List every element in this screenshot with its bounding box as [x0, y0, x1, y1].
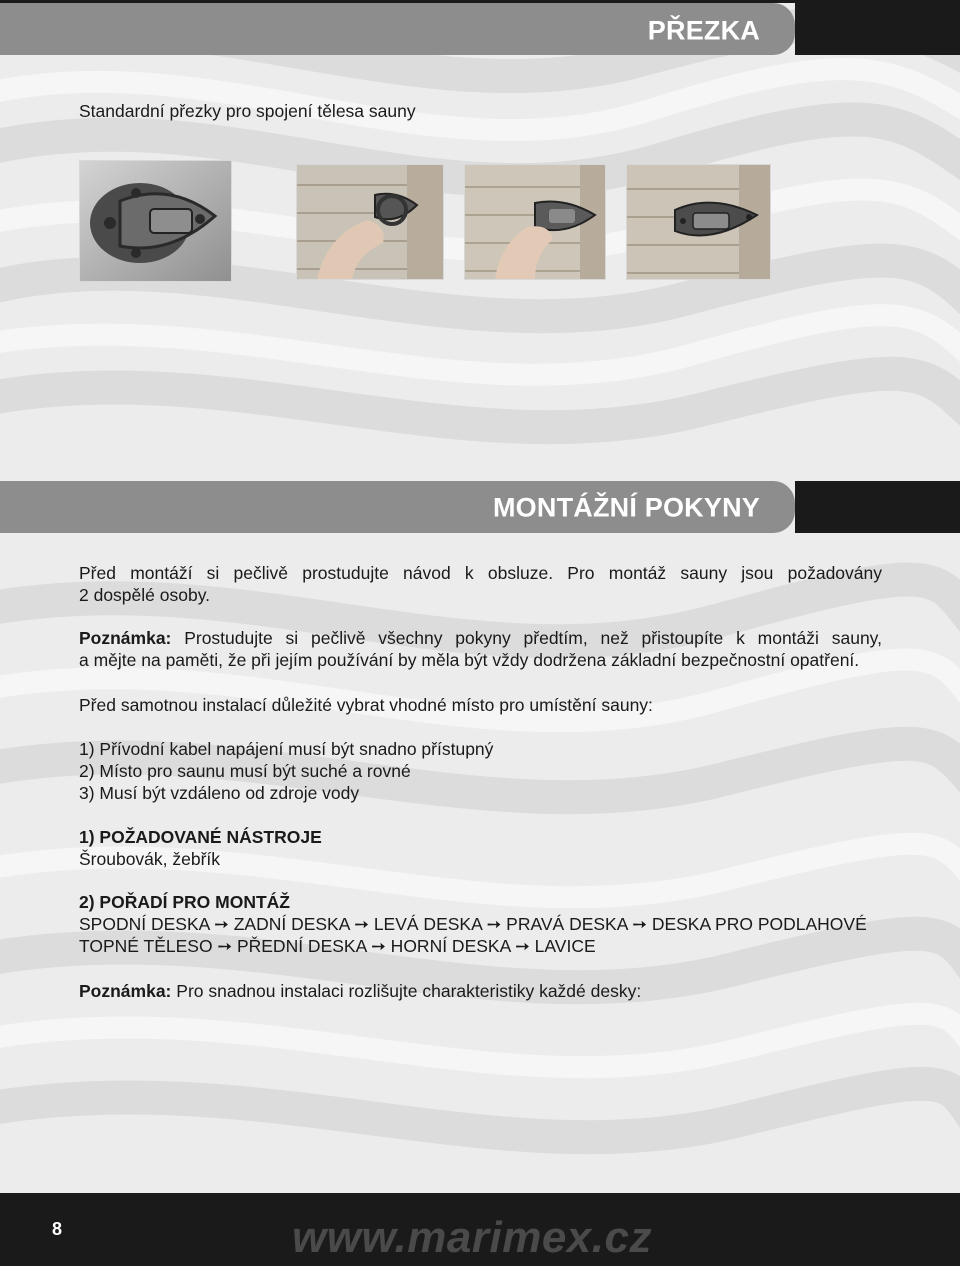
place-intro: Před samotnou instalací důležité vybrat vhodné místo pro umístění sauny: [79, 695, 653, 715]
section-title-prezka: PŘEZKA [647, 15, 760, 46]
section-title-montazni-pokyny: MONTÁŽNÍ POKYNY [492, 492, 760, 523]
note-1-line2: a mějte na paměti, že při jejím používání by měla být vždy dodržena základní bezpečnostní opatření. [79, 650, 860, 670]
page-number: 8 [52, 1219, 63, 1239]
note-2-label: Poznámka: [79, 981, 172, 1001]
note-2 [79, 980, 882, 1002]
footer-bar [0, 1193, 960, 1266]
assembly-paragraph-line1: Před montáží si pečlivě prostudujte návod k obsluze. Pro montáž sauny jsou požadovány [79, 563, 882, 583]
photo-latch-closeup [79, 160, 232, 282]
order-line-2: TOPNÉ TĚLESO ➙ PŘEDNÍ DESKA ➙ HORNÍ DESKA ➙ LAVICE [79, 936, 596, 956]
order-heading: 2) POŘADÍ PRO MONTÁŽ [79, 892, 290, 912]
requirement-item: 1) Přívodní kabel napájení musí být snadno přístupný [79, 739, 494, 759]
note-2-text: Pro snadnou instalaci rozlišujte charakteristiky každé desky: [176, 981, 642, 1001]
section-band-dark-2 [795, 481, 960, 533]
photo-latch-closed [626, 164, 771, 280]
photo-hand-closing-latch [464, 164, 606, 280]
hand-opening-latch-photo-icon [297, 165, 443, 279]
note-1-text: Prostudujte si pečlivě všechny pokyny předtím, než přistoupíte k montáži sauny, [184, 628, 882, 648]
order-line-1: SPODNÍ DESKA ➙ ZADNÍ DESKA ➙ LEVÁ DESKA ➙ PRAVÁ DESKA ➙ DESKA PRO PODLAHOVÉ [79, 914, 867, 934]
requirement-item: 2) Místo pro saunu musí být suché a rovné [79, 761, 411, 781]
assembly-paragraph-line2: 2 dospělé osoby. [79, 585, 211, 605]
hand-closing-latch-photo-icon [465, 165, 605, 279]
section-band-dark [795, 3, 960, 55]
tools-heading: 1) POŽADOVANÉ NÁSTROJE [79, 827, 322, 847]
requirement-item: 3) Musí být vzdáleno od zdroje vody [79, 783, 360, 803]
latch-closeup-photo-icon [80, 161, 231, 281]
note-1-line1 [79, 627, 882, 649]
website-link[interactable]: www.marimex.cz [292, 1213, 652, 1262]
intro-text: Standardní přezky pro spojení tělesa sauny [79, 101, 416, 121]
photo-hand-opening-latch [296, 164, 444, 280]
tools-text: Šroubovák, žebřík [79, 849, 221, 869]
latch-closed-photo-icon [627, 165, 770, 279]
note-1-label: Poznámka: [79, 628, 172, 648]
